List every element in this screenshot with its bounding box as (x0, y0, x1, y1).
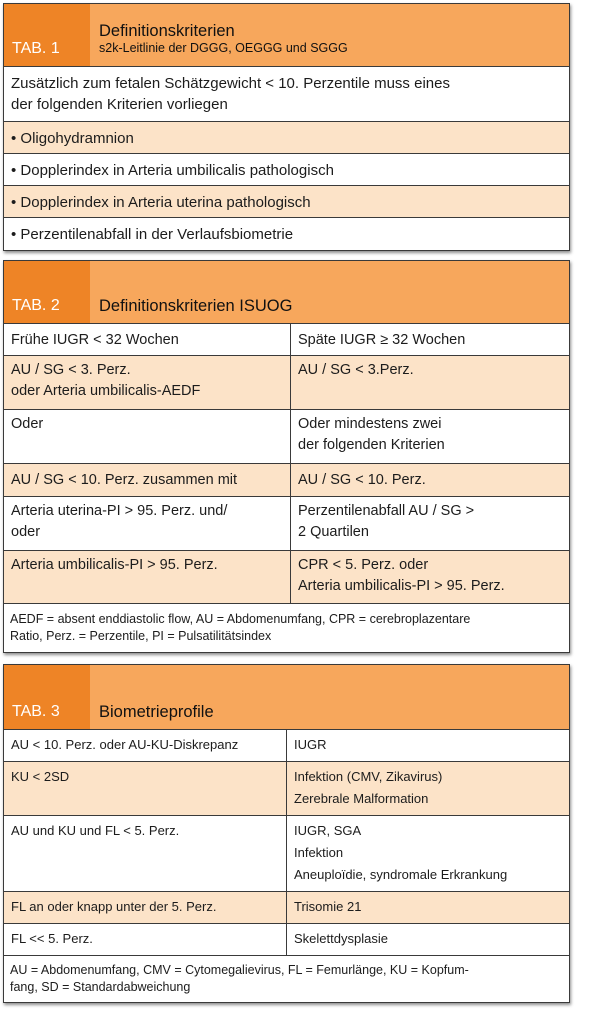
table-2-label-text: TAB. 2 (12, 297, 60, 314)
table-row (4, 464, 569, 497)
cell-line: IUGR (294, 737, 327, 752)
table-row (4, 356, 569, 410)
cell-line: Oder (11, 416, 44, 432)
table-1-subtitle: s2k-Leitlinie der DGGG, OEGGG und SGGG (99, 41, 348, 55)
table-cell (4, 356, 290, 409)
table-cell (290, 497, 569, 550)
table-cell (286, 762, 569, 815)
table-1-title: Definitionskriterien (99, 22, 235, 40)
table-cell (290, 410, 569, 463)
cell-line: 2 Quartilen (298, 524, 369, 540)
table-2-footnote (4, 604, 476, 652)
cell-line: Trisomie 21 (294, 899, 362, 914)
cell-line: Arteria umbilicalis-PI > 95. Perz. (298, 578, 505, 594)
table-3 (3, 664, 570, 1003)
table-3-header (4, 665, 569, 730)
table-row (4, 551, 569, 604)
criterion-row (4, 186, 569, 218)
table-cell (286, 924, 569, 955)
table-2 (3, 260, 570, 653)
footnote-line: fang, SD = Standardabweichung (10, 980, 191, 994)
table-1-label (4, 4, 90, 66)
criterion-row (4, 122, 569, 154)
cell-line: Arteria uterina-PI > 95. Perz. und/ (11, 503, 228, 519)
table-cell (4, 497, 290, 550)
table-3-footnote (4, 956, 475, 1002)
table-2-title: Definitionskriterien ISUOG (99, 297, 293, 315)
criterion-row (4, 218, 569, 250)
table-cell (286, 816, 569, 891)
table-3-title: Biometrieprofile (99, 703, 214, 721)
table-3-title-block (90, 665, 569, 729)
table-1-intro-row (4, 67, 569, 122)
table-row (4, 816, 569, 892)
cell-line: KU < 2SD (11, 769, 70, 784)
table-cell (4, 410, 290, 463)
cell-line: AU / SG < 10. Perz. (298, 472, 426, 488)
cell-line: FL an oder knapp unter der 5. Perz. (11, 899, 217, 914)
table-2-label (4, 261, 90, 323)
cell-line: AU / SG < 10. Perz. zusammen mit (11, 472, 238, 488)
criterion-perzentilenabfall: • Perzentilenabfall in der Verlaufsbiometrie (11, 226, 294, 243)
cell-line: Perzentilenabfall AU / SG > (298, 503, 475, 519)
cell-line: oder (11, 524, 41, 540)
table-1-intro (4, 67, 457, 121)
table-cell (4, 924, 286, 955)
table-2-col-header-late (290, 324, 569, 355)
table-row (4, 892, 569, 924)
table-1-title-block (90, 4, 569, 66)
cell-line: CPR < 5. Perz. oder (298, 557, 429, 573)
table-row (4, 324, 569, 356)
cell-line: Infektion (CMV, Zikavirus) (294, 769, 443, 784)
table-cell (286, 892, 569, 923)
cell-line: Frühe IUGR < 32 Wochen (11, 332, 179, 348)
table-cell (4, 762, 286, 815)
footnote-line: Ratio, Perz. = Perzentile, PI = Pulsatilitätsindex (10, 629, 272, 643)
cell-line: Arteria umbilicalis-PI > 95. Perz. (11, 557, 218, 573)
cell-line: AU / SG < 3. Perz. (11, 362, 131, 378)
table-1-header (4, 4, 569, 67)
cell-line: oder Arteria umbilicalis-AEDF (11, 383, 201, 399)
cell-line: Späte IUGR ≥ 32 Wochen (298, 332, 466, 348)
cell-line: Skelettdysplasie (294, 931, 388, 946)
cell-line: der folgenden Kriterien (298, 437, 445, 453)
cell-line: IUGR, SGA (294, 823, 362, 838)
intro-line-2: der folgenden Kriterien vorliegen (11, 96, 228, 113)
table-2-title-block (90, 261, 569, 323)
criterion-doppler-uterina: • Dopplerindex in Arteria uterina pathologisch (11, 194, 311, 211)
cell-line: FL << 5. Perz. (11, 931, 93, 946)
table-cell (286, 730, 569, 761)
criterion-row (4, 154, 569, 186)
table-cell (290, 464, 569, 496)
cell-line: AU < 10. Perz. oder AU-KU-Diskrepanz (11, 737, 239, 752)
criterion-oligohydramnion: • Oligohydramnion (11, 130, 134, 147)
table-row (4, 410, 569, 464)
table-cell (4, 892, 286, 923)
table-3-label (4, 665, 90, 729)
cell-line: AU / SG < 3.Perz. (298, 362, 414, 378)
table-cell (290, 356, 569, 409)
table-2-footnote-row (4, 604, 569, 652)
intro-line-1: Zusätzlich zum fetalen Schätzgewicht < 10. Perzentile muss eines (11, 75, 450, 92)
table-row (4, 924, 569, 956)
table-cell (290, 551, 569, 603)
table-2-header (4, 261, 569, 324)
cell-line: Aneuploïdie, syndromale Erkrankung (294, 867, 508, 882)
cell-line: Zerebrale Malformation (294, 791, 429, 806)
cell-line: Infektion (294, 845, 344, 860)
table-2-col-header-early (4, 324, 290, 355)
cell-line: AU und KU und FL < 5. Perz. (11, 823, 180, 838)
cell-line: Oder mindestens zwei (298, 416, 442, 432)
footnote-line: AU = Abdomenumfang, CMV = Cytomegalievirus, FL = Femurlänge, KU = Kopfum- (10, 963, 469, 977)
table-cell (4, 464, 290, 496)
table-3-label-text: TAB. 3 (12, 703, 60, 720)
table-cell (4, 816, 286, 891)
criterion-doppler-umbilicalis: • Dopplerindex in Arteria umbilicalis pathologisch (11, 162, 334, 179)
table-3-footnote-row (4, 956, 569, 1002)
table-row (4, 730, 569, 762)
table-cell (4, 730, 286, 761)
table-1 (3, 3, 570, 251)
table-row (4, 497, 569, 551)
table-1-label-text: TAB. 1 (12, 40, 60, 57)
footnote-line: AEDF = absent enddiastolic flow, AU = Abdomenumfang, CPR = cerebroplazentare (10, 612, 471, 626)
table-row (4, 762, 569, 816)
table-cell (4, 551, 290, 603)
